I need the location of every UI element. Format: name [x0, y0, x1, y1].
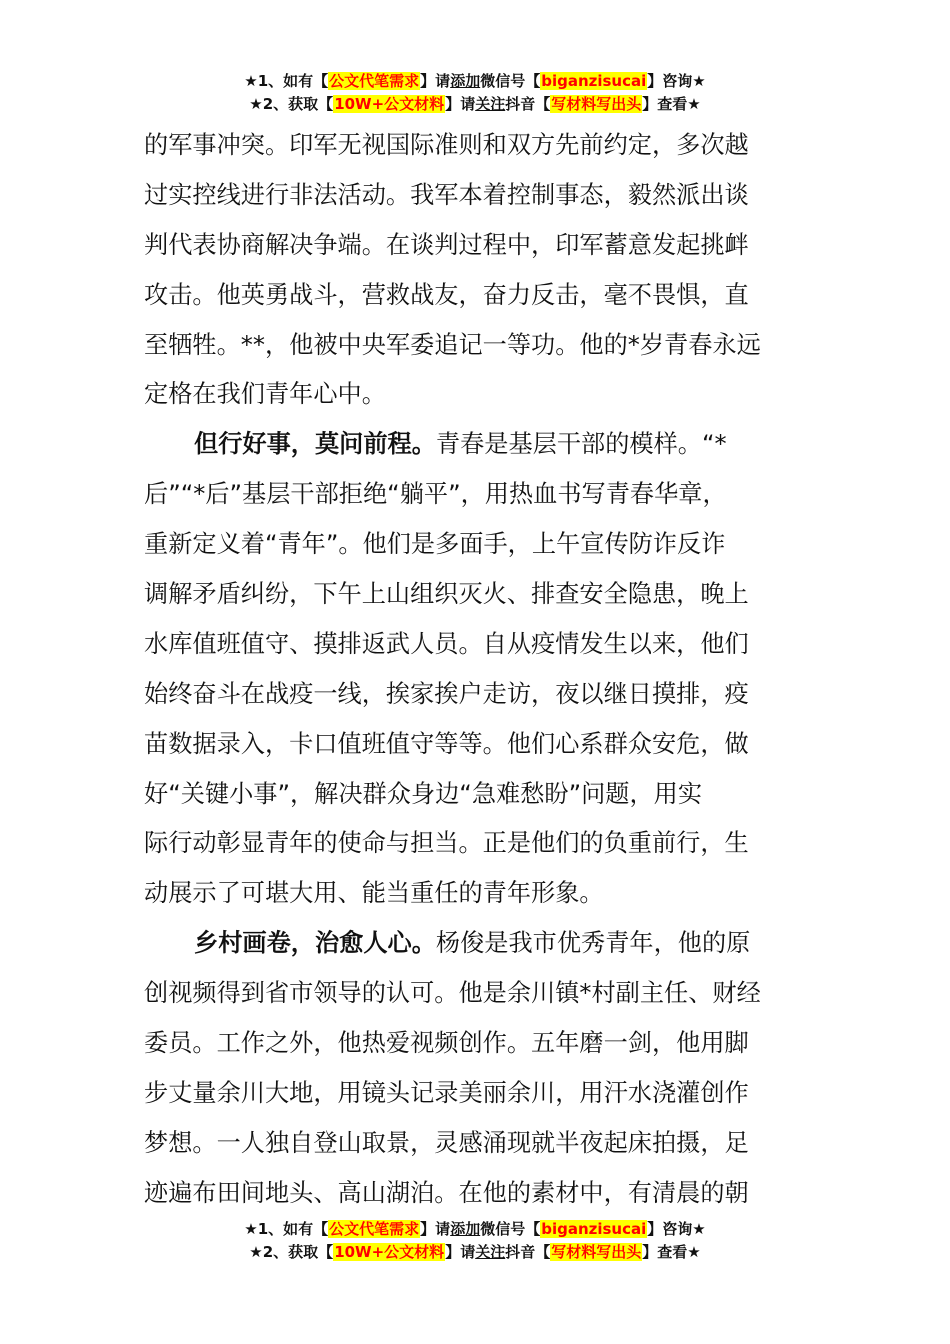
banner-emphasis: 添加 — [450, 72, 481, 90]
text-line: 定格在我们青年心中。 — [144, 380, 386, 409]
paragraph-1 — [144, 121, 812, 420]
banner-text: 微信号【 — [480, 72, 541, 90]
text-line: 苗数据录入，卡口值班值守等等。他们心系群众安危，做 — [144, 729, 749, 758]
text-line: 攻击。他英勇战斗，营救战友，奋力反击，毫不畏惧，直 — [144, 280, 749, 309]
text-line: 迹遍布田间地头、高山湖泊。在他的素材中，有清晨的朝 — [144, 1178, 749, 1207]
text-line: 过实控线进行非法活动。我军本着控制事态，毅然派出谈 — [144, 180, 749, 209]
document-body — [144, 121, 812, 1219]
paragraph-heading: 但行好事，莫问前程。 — [194, 430, 436, 459]
banner-line-2 — [0, 93, 950, 116]
banner-text: 】请 — [420, 72, 451, 90]
text-line: 际行动彰显青年的使命与担当。正是他们的负重前行，生 — [144, 829, 749, 858]
text-line: 始终奋斗在战疫一线，挨家挨户走访，夜以继日摸排，疫 — [144, 679, 749, 708]
banner-highlight: biganzisucai — [541, 1220, 647, 1238]
text-line: 委员。工作之外，他热爱视频创作。五年磨一剑，他用脚 — [144, 1029, 749, 1058]
banner-text: ★1、如有【 — [244, 72, 329, 90]
banner-highlight: 公文代笔需求 — [329, 1220, 420, 1238]
paragraph-3 — [144, 919, 812, 1218]
banner-text: 】请 — [445, 95, 476, 113]
banner-text: 】请 — [445, 1243, 476, 1261]
text-line: 步丈量余川大地，用镜头记录美丽余川，用汗水浇灌创作 — [144, 1078, 749, 1107]
text-line: 判代表协商解决争端。在谈判过程中，印军蓄意发起挑衅 — [144, 230, 749, 259]
paragraph-2 — [144, 420, 812, 919]
text-run: 杨俊是我市优秀青年，他的原 — [435, 929, 751, 958]
banner-line-1 — [0, 70, 950, 93]
footer-banner — [0, 1218, 950, 1264]
banner-emphasis: 添加 — [450, 1220, 481, 1238]
banner-emphasis: 关注 — [475, 95, 506, 113]
banner-highlight: 写材料写出头 — [551, 1243, 642, 1261]
banner-highlight: biganzisucai — [541, 72, 647, 90]
banner-text: 抖音【 — [505, 95, 551, 113]
banner-text: 抖音【 — [505, 1243, 551, 1261]
text-line — [144, 420, 812, 470]
banner-text: 】请 — [420, 1220, 451, 1238]
text-line: 至牺牲。**，他被中央军委追记一等功。他的*岁青春永远 — [144, 330, 761, 359]
banner-highlight: 公文代笔需求 — [329, 72, 420, 90]
text-line: 动展示了可堪大用、能当重任的青年形象。 — [144, 879, 604, 908]
banner-text: 】查看★ — [642, 95, 701, 113]
banner-line-2 — [0, 1241, 950, 1264]
text-line: 后”“*后”基层干部拒绝“躺平”，用热血书写青春华章， — [144, 480, 727, 509]
banner-text: 】咨询★ — [647, 72, 706, 90]
text-line: 好“关键小事”，解决群众身边“急难愁盼”问题，用实 — [144, 779, 703, 808]
banner-highlight: 10W+公文材料 — [334, 95, 445, 113]
text-line: 调解矛盾纠纷，下午上山组织灭火、排查安全隐患，晚上 — [144, 580, 749, 609]
banner-text: 】咨询★ — [647, 1220, 706, 1238]
banner-text: 微信号【 — [480, 1220, 541, 1238]
banner-highlight: 10W+公文材料 — [334, 1243, 445, 1261]
paragraph-heading: 乡村画卷，治愈人心。 — [194, 929, 436, 958]
text-line — [144, 919, 812, 969]
banner-text: ★1、如有【 — [244, 1220, 329, 1238]
text-line: 水库值班值守、摸排返武人员。自从疫情发生以来，他们 — [144, 629, 749, 658]
text-line: 重新定义着“青年”。他们是多面手，上午宣传防诈反诈 — [144, 530, 726, 559]
text-line: 创视频得到省市领导的认可。他是余川镇*村副主任、财经 — [144, 979, 761, 1008]
banner-emphasis: 关注 — [475, 1243, 506, 1261]
text-line: 的军事冲突。印军无视国际准则和双方先前约定，多次越 — [144, 131, 749, 159]
banner-highlight: 写材料写出头 — [551, 95, 642, 113]
banner-text: ★2、获取【 — [249, 1243, 334, 1261]
header-banner — [0, 70, 950, 116]
banner-line-1 — [0, 1218, 950, 1241]
banner-text: 】查看★ — [642, 1243, 701, 1261]
banner-text: ★2、获取【 — [249, 95, 334, 113]
text-line: 梦想。一人独自登山取景，灵感涌现就半夜起床拍摄，足 — [144, 1128, 749, 1157]
text-run: 青春是基层干部的模样。“* — [435, 430, 727, 459]
